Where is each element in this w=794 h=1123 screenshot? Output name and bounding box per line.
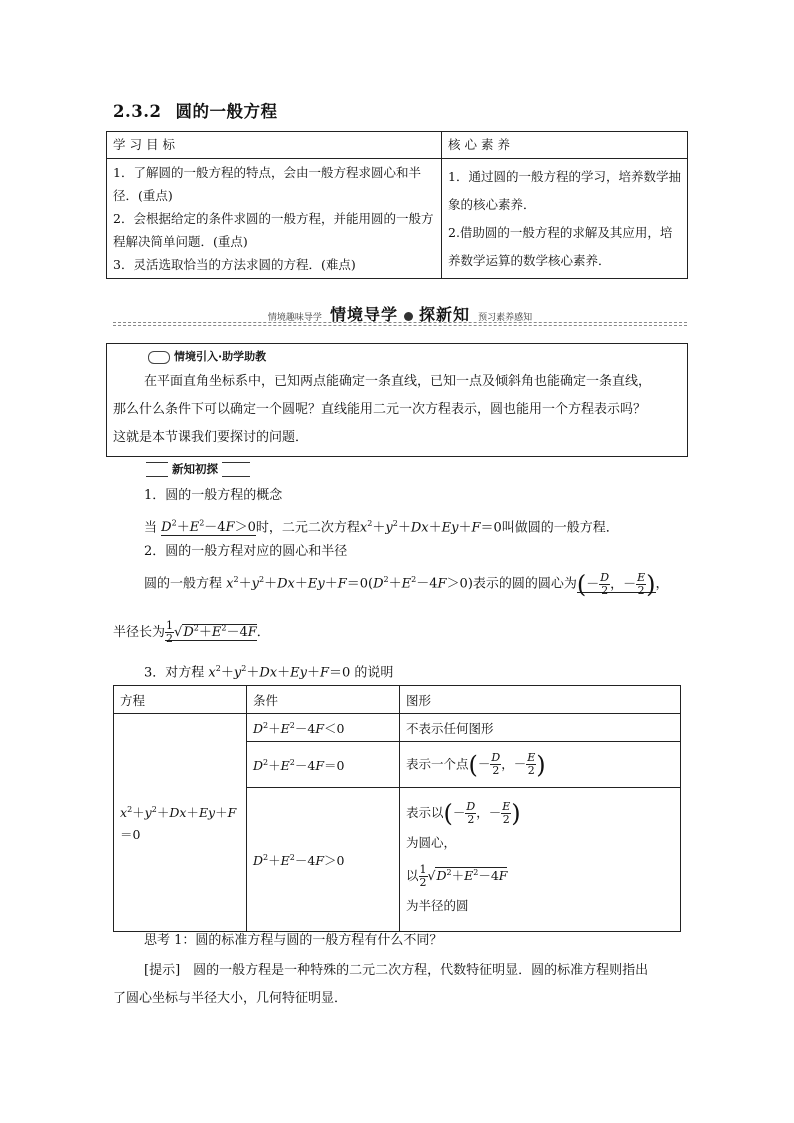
goal-item: 3．灵活选取恰当的方法求圆的方程．(难点) xyxy=(113,257,356,272)
radius-formula: $\frac{1}{2}$ $√D^2+E^2-4F$ xyxy=(166,619,257,645)
banner-divider xyxy=(113,325,687,326)
text-fragment: 表示的圆的圆心为 xyxy=(472,576,577,592)
eq-header-equation: 方程 xyxy=(114,686,247,714)
new-knowledge-tag xyxy=(146,462,250,477)
figure-circle xyxy=(400,788,681,932)
goal-item: 2．会根据给定的条件求圆的一般方程，并能用圆的一般方程解决简单问题．(重点) xyxy=(113,211,434,249)
text-fragment: 时，二元二次方程 xyxy=(255,520,360,536)
eq-header-figure: 图形 xyxy=(400,686,681,714)
condition-underline: $D^2+E^2-4F>0$ xyxy=(161,519,256,536)
intro-line: 那么什么条件下可以确定一个圆呢？直线能用二元一次方程表示，圆也能用一个方程表示吗？ xyxy=(113,402,647,417)
new-knowledge-label: 新知初探 xyxy=(168,461,222,477)
center-formula: (－ $\frac{D}{2}$ ，－ $\frac{E}{2}$ ) xyxy=(576,570,656,598)
text-fragment: 3．对方程 xyxy=(144,665,205,681)
literacy-cell xyxy=(442,159,688,279)
section-banner xyxy=(113,302,687,325)
intro-line: 这就是本节课我们要探讨的问题． xyxy=(113,430,309,445)
intro-heading xyxy=(148,348,266,364)
text-fragment: 圆的一般方程 xyxy=(144,576,223,592)
banner-title-left: 情境导学 xyxy=(329,305,398,324)
arrow-circle-icon xyxy=(404,312,413,321)
section-number: 2.3.2 xyxy=(113,102,162,121)
item-1-text: 当 $D^2+E^2-4F>0$时，二元二次方程$x^2+y^2+Dx+Ey+F=0$叫做圆的一般方程． xyxy=(144,519,619,536)
condition-lt: $D^2+E^2-4F<0$ xyxy=(247,714,400,742)
banner-small-left: 情境趣味导学 xyxy=(267,313,322,323)
chat-bubble-icon xyxy=(148,351,170,364)
figure-none: 不表示任何图形 xyxy=(400,714,681,742)
goal-item: 1．了解圆的一般方程的特点，会由一般方程求圆心和半径．(重点) xyxy=(113,165,421,203)
eq-header-condition: 条件 xyxy=(247,686,400,714)
item-3-title: 3．对方程 $x^2+y^2+Dx+Ey+F=0$ 的说明 xyxy=(144,664,394,681)
literacy-item: 1．通过圆的一般方程的学习，培养数学抽象的核心素养． xyxy=(448,168,681,212)
text-fragment: 叫做圆的一般方程． xyxy=(501,520,619,536)
condition-gt: $D^2+E^2-4F>0$ xyxy=(247,788,400,932)
section-title xyxy=(113,98,277,122)
goals-cell xyxy=(107,159,442,279)
condition-eq: $D^2+E^2-4F=0$ xyxy=(247,742,400,788)
think-hint-line: [提示] 圆的一般方程是一种特殊的二元二次方程，代数特征明显．圆的标准方程则指出 xyxy=(144,963,649,978)
item-1-title: 1．圆的一般方程的概念 xyxy=(144,488,283,503)
equation-table xyxy=(113,685,681,932)
text-fragment: 表示以 xyxy=(406,804,444,820)
section-name: 圆的一般方程 xyxy=(175,102,278,121)
literacy-item: 2.借助圆的一般方程的求解及其应用，培养数学运算的数学核心素养． xyxy=(448,224,673,268)
figure-line: 为圆心， xyxy=(406,835,457,851)
banner-small-right: 预习素养感知 xyxy=(478,313,533,323)
radius-text: 半径长为 $\frac{1}{2}$ $√D^2+E^2-4F$． xyxy=(113,619,270,645)
banner-title-right: 探新知 xyxy=(419,305,471,324)
eq-equation-cell: $x^2+y^2+Dx+Ey+F$ ＝0 xyxy=(114,714,247,932)
think-question: 思考 1：圆的标准方程与圆的一般方程有什么不同？ xyxy=(144,933,443,948)
text-fragment: 当 xyxy=(144,520,158,536)
intro-heading-text: 情境引入·助学助教 xyxy=(174,350,267,363)
intro-line: 在平面直角坐标系中，已知两点能确定一条直线，已知一点及倾斜角也能确定一条直线， xyxy=(144,374,652,389)
text-fragment: 表示一个点 xyxy=(406,756,469,771)
item-2-text: 圆的一般方程 $x^2+y^2+Dx+Ey+F=0(D^2+E^2-4F>0)$表示的圆的圆心为(－ $\frac{D}{2}$ ，－ $\frac{E}{2}$ )， xyxy=(144,570,669,598)
figure-line: 以 $\frac{1}{2}$ $√D^2+E^2-4F$ xyxy=(406,863,508,890)
figure-point: 表示一个点(－ $\frac{D}{2}$ ，－ $\frac{E}{2}$ ) xyxy=(400,742,681,788)
text-fragment: 半径长为 xyxy=(113,625,166,640)
figure-line: 为半径的圆 xyxy=(406,898,469,914)
goals-table xyxy=(106,131,688,279)
text-fragment: 以 xyxy=(406,868,419,884)
item-2-title: 2．圆的一般方程对应的圆心和半径 xyxy=(144,544,348,559)
figure-line: 表示以(－ $\frac{D}{2}$ ，－ $\frac{E}{2}$ ) xyxy=(406,799,521,828)
think-hint-line: 了圆心坐标与半径大小，几何特征明显． xyxy=(113,991,348,1006)
literacy-header: 核心素养 xyxy=(442,132,688,159)
goals-header: 学习目标 xyxy=(107,132,442,159)
text-fragment: 的说明 xyxy=(354,665,394,681)
